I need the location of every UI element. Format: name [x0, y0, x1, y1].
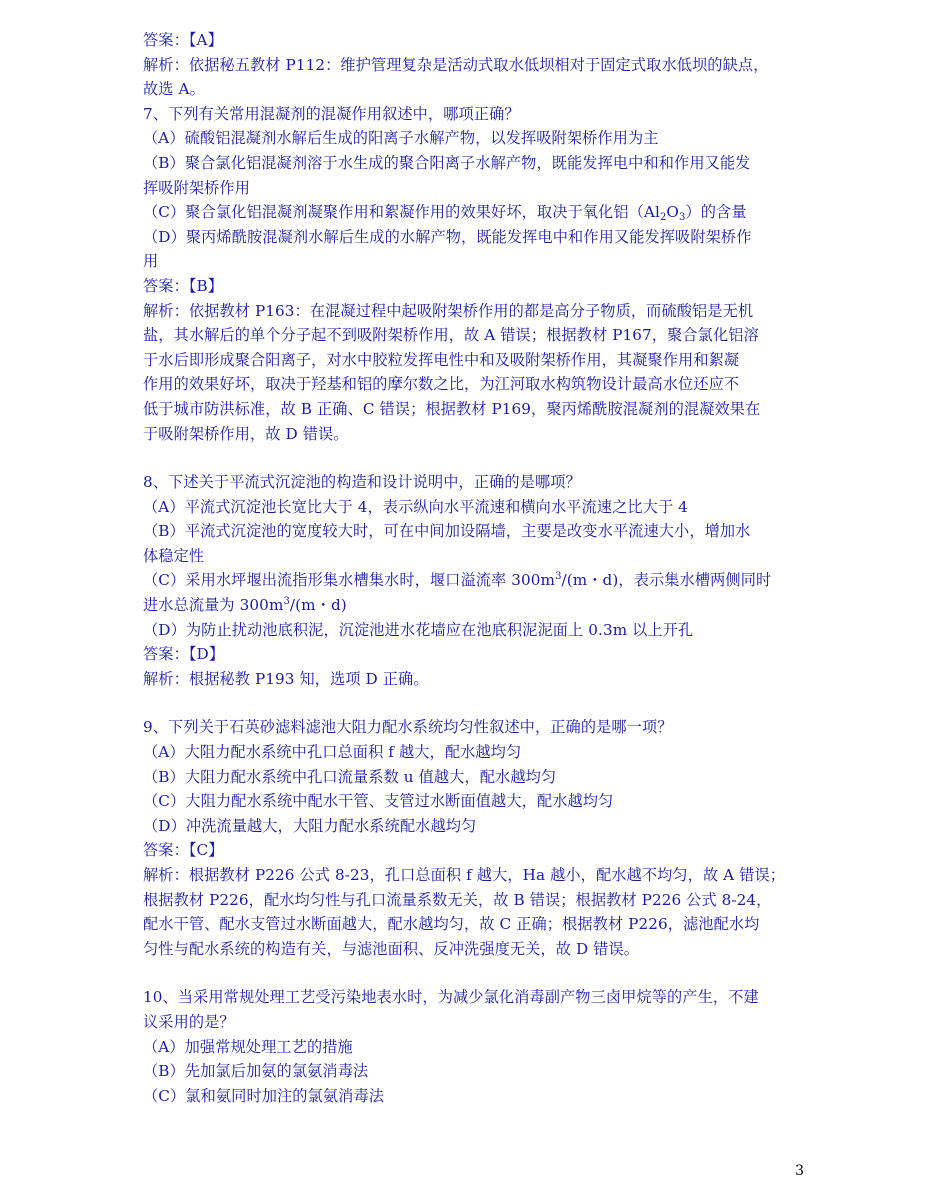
- text-line: [143, 568, 811, 593]
- text-line: 匀性与配水系统的构造有关，与滤池面积、反冲洗强度无关，故 D 错误。: [143, 939, 640, 958]
- text-line: 议采用的是？: [143, 1012, 235, 1031]
- text-line: （A）大阻力配水系统中孔口总面积 f 越大，配水越均匀: [143, 743, 522, 762]
- text-line: 盐，其水解后的单个分子起不到吸附架桥作用，故 A 错误；根据教材 P167，聚合氯化铝溶: [143, 326, 759, 345]
- text-line: 于水后即形成聚合阳离子，对水中胶粒发挥电性中和及吸附架桥作用，其凝聚作用和絮凝: [143, 350, 740, 369]
- page-number: 3: [795, 1163, 804, 1179]
- text-line: 体稳定性: [143, 546, 205, 565]
- text-line: 答案：【B】: [143, 276, 224, 295]
- paragraph-gap: [143, 446, 811, 470]
- text-line: 于吸附架桥作用，故 D 错误。: [143, 424, 349, 443]
- paragraph-gap: [143, 961, 811, 985]
- text-line: 故选 A。: [143, 80, 205, 99]
- text-segment: 进水总流量为 300m: [143, 596, 284, 615]
- text-line: 用: [143, 252, 159, 271]
- text-line: 10、当采用常规处理工艺受污染地表水时，为减少氯化消毒副产物三卤甲烷等的产生，不建: [143, 988, 759, 1007]
- text-line: 配水干管、配水支管过水断面越大，配水越均匀，故 C 正确；根据教材 P226，滤池配水均: [143, 915, 760, 934]
- text-line: 解析：依据秘五教材 P112：维护管理复杂是活动式取水低坝相对于固定式取水低坝的缺点，: [143, 55, 769, 74]
- subscript: 3: [678, 212, 686, 224]
- text-line: 答案：【D】: [143, 645, 225, 664]
- text-segment: /(m・d): [289, 596, 347, 615]
- text-line: （B）聚合氯化铝混凝剂溶于水生成的聚合阳离子水解产物，既能发挥电中和和作用又能发: [143, 153, 751, 172]
- text-line: （B）平流式沉淀池的宽度较大时，可在中间加设隔墙，主要是改变水平流速大小，增加水: [143, 522, 751, 541]
- text-line: 作用的效果好坏，取决于羟基和铝的摩尔数之比，为江河取水构筑物设计最高水位还应不: [143, 375, 740, 394]
- text-line: （D）冲洗流量越大，大阻力配水系统配水越均匀: [143, 816, 477, 835]
- text-segment: （C）采用水坪堰出流指形集水槽集水时，堰口溢流率 300m: [143, 571, 556, 590]
- text-line: 挥吸附架桥作用: [143, 178, 251, 197]
- text-line: （C）氯和氨同时加注的氯氨消毒法: [143, 1086, 385, 1105]
- text-line: 低于城市防洪标准，故 B 正确、C 错误；根据教材 P169，聚丙烯酰胺混凝剂的混凝效果在: [143, 399, 761, 418]
- text-line: （B）先加氯后加氨的氯氨消毒法: [143, 1062, 369, 1081]
- text-line: 8、下述关于平流式沉淀池的构造和设计说明中，正确的是哪项？: [143, 473, 581, 492]
- text-line: 根据教材 P226，配水均匀性与孔口流量系数无关，故 B 错误；根据教材 P226 公式 8-24，: [143, 890, 772, 909]
- text-line: （C）大阻力配水系统中配水干管、支管过水断面值越大，配水越均匀: [143, 792, 614, 811]
- text-line: 答案：【C】: [143, 841, 224, 860]
- text-line: （B）大阻力配水系统中孔口流量系数 u 值越大，配水越均匀: [143, 767, 557, 786]
- superscript: 3: [555, 571, 562, 583]
- text-segment: ）的含量: [685, 203, 747, 222]
- text-segment: /(m・d)，表示集水槽两侧同时: [561, 571, 772, 590]
- text-line: 解析：根据秘教 P193 知，选项 D 正确。: [143, 669, 429, 688]
- text-line: [143, 593, 811, 618]
- text-line: （D）聚丙烯酰胺混凝剂水解后生成的水解产物，既能发挥电中和作用又能发挥吸附架桥作: [143, 227, 752, 246]
- text-line: （A）加强常规处理工艺的措施: [143, 1037, 353, 1056]
- text-line: 解析：依据教材 P163：在混凝过程中起吸附架桥作用的都是高分子物质，而硫酸铝是无机: [143, 301, 754, 320]
- text-segment: （C）聚合氯化铝混凝剂凝聚作用和絮凝作用的效果好坏，取决于氧化铝（Al: [143, 203, 660, 222]
- text-line: （A）硫酸铝混凝剂水解后生成的阳离子水解产物，以发挥吸附架桥作用为主: [143, 129, 659, 148]
- paragraph-gap: [143, 691, 811, 715]
- page-content: [143, 28, 811, 1108]
- text-line: 答案：【A】: [143, 31, 223, 49]
- text-line: （D）为防止扰动池底积泥，沉淀池进水花墙应在池底积泥泥面上 0.3m 以上开孔: [143, 620, 694, 639]
- text-line: [143, 200, 811, 225]
- text-line: 7、下列有关常用混凝剂的混凝作用叙述中，哪项正确？: [143, 104, 520, 123]
- superscript: 3: [283, 596, 290, 608]
- subscript: 2: [659, 212, 667, 224]
- text-segment: O: [666, 203, 679, 222]
- text-line: 解析：根据教材 P226 公式 8-23，孔口总面积 f 越大，Ha 越小，配水越不均匀，故 A 错误；: [143, 866, 786, 884]
- text-line: 9、下列关于石英砂滤料滤池大阻力配水系统均匀性叙述中，正确的是哪一项？: [143, 718, 673, 737]
- text-line: （A）平流式沉淀池长宽比大于 4，表示纵向水平流速和横向水平流速之比大于 4: [143, 497, 688, 516]
